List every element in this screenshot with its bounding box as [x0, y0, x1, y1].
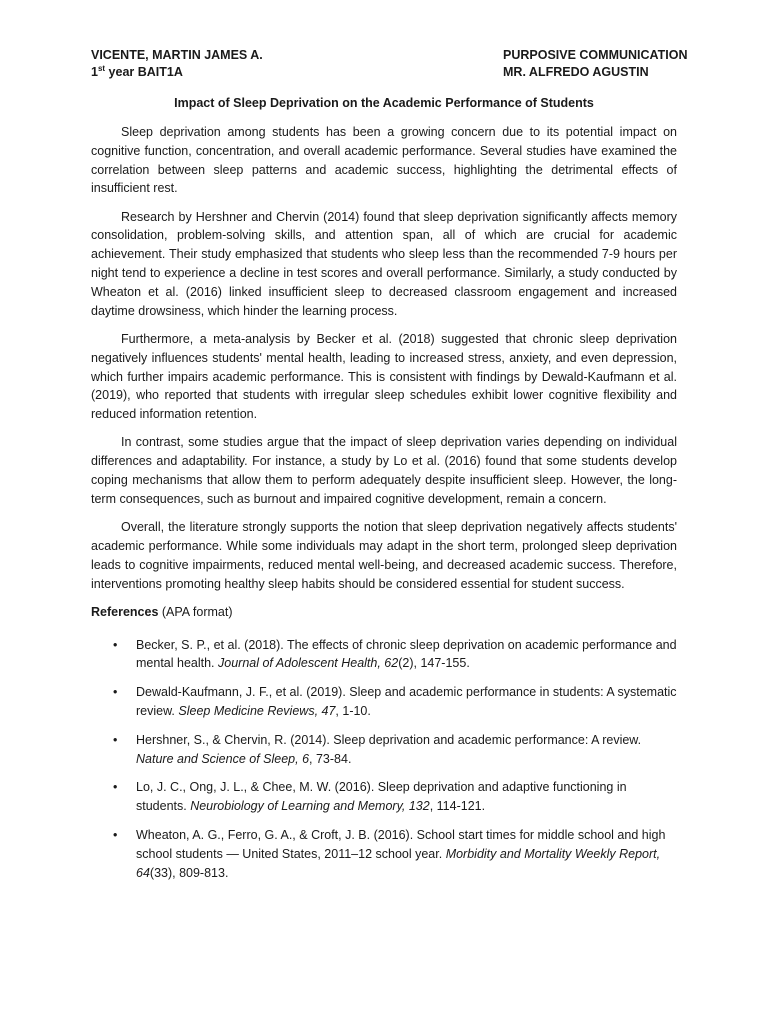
- teacher-name: MR. ALFREDO AGUSTIN: [503, 65, 649, 79]
- paragraph: Research by Hershner and Chervin (2014) found that sleep deprivation significantly affects memory consolidation, problem-solving skills, and attention span, all of which are crucial for academic achievement. Their study emphasized that students who sleep less than the recommended 7-9 hours per night tend to experience a decline in test scores and overall performance. Similarly, a study conducted by Wheaton et al. (2016) linked insufficient sleep to decreased classroom engagement and increased daytime drowsiness, which hinder the learning process.: [91, 209, 677, 318]
- bullet-icon: •: [113, 685, 118, 700]
- reference-pages: (33), 809-813.: [149, 865, 229, 880]
- student-name: VICENTE, MARTIN JAMES A.: [91, 48, 263, 62]
- reference-source: Neurobiology of Learning and Memory, 132: [190, 799, 430, 814]
- bullet-icon: •: [113, 637, 118, 652]
- reference-item: [91, 731, 677, 769]
- reference-pages: , 73-84.: [309, 751, 352, 766]
- references-label: References: [91, 604, 159, 619]
- reference-source: Morbidity and Mortality Weekly Report, 64: [136, 846, 661, 880]
- paragraph: Sleep deprivation among students has been a growing concern due to its potential impact on cognitive function, concentration, and overall academic performance. Several studies have examined the correlation between sleep patterns and academic success, highlighting the detrimental effects of insufficient rest.: [91, 125, 677, 196]
- bullet-icon: •: [113, 828, 118, 842]
- paragraph: Overall, the literature strongly supports the notion that sleep deprivation negatively affects students' academic performance. While some individuals may adapt in the short term, prolonged sleep deprivation leads to cognitive impairments, reduced mental well-being, and decreased academic success. Therefore, interventions promoting healthy sleep habits should be considered essential for student success.: [91, 520, 677, 591]
- reference-text: Wheaton, A. G., Ferro, G. A., & Croft, J. B. (2016). School start times for middle school and high school students — United States, 2011–12 school year.: [136, 828, 666, 861]
- bullet-icon: •: [113, 780, 118, 795]
- course-info: [503, 47, 688, 81]
- references-format-note: (APA format): [158, 604, 233, 619]
- references-list: [91, 636, 677, 883]
- student-info: [91, 47, 263, 81]
- paragraph: In contrast, some studies argue that the impact of sleep deprivation varies depending on individual differences and adaptability. For instance, a study by Lo et al. (2016) found that some students develop coping mechanisms that allow them to perform adequately despite insufficient sleep. However, the long-term consequences, such as burnout and impaired cognitive development, remain a concern.: [91, 435, 677, 506]
- reference-item: [91, 778, 677, 816]
- reference-text: Lo, J. C., Ong, J. L., & Chee, M. W. (2016). Sleep deprivation and adaptive functioning in students.: [136, 780, 627, 814]
- document-body: [91, 123, 677, 892]
- reference-source: Nature and Science of Sleep, 6: [136, 751, 310, 766]
- reference-pages: , 114-121.: [429, 799, 486, 814]
- year-superscript: st: [97, 63, 106, 73]
- course-name: PURPOSIVE COMMUNICATION: [503, 48, 688, 62]
- reference-source: Sleep Medicine Reviews, 47: [178, 704, 336, 719]
- references-heading: [91, 603, 677, 622]
- bullet-icon: •: [113, 732, 118, 747]
- reference-text: Dewald-Kaufmann, J. F., et al. (2019). Sleep and academic performance in students: A systematic review.: [136, 685, 677, 719]
- year-number: 1: [91, 65, 98, 79]
- document-title: Impact of Sleep Deprivation on the Academic Performance of Students: [174, 96, 594, 110]
- reference-text: Hershner, S., & Chervin, R. (2014). Sleep deprivation and academic performance: A review.: [136, 732, 642, 747]
- student-year: [91, 64, 263, 81]
- reference-source: Journal of Adolescent Health, 62: [218, 656, 399, 671]
- reference-pages: (2), 147-155.: [398, 656, 470, 671]
- reference-pages: , 1-10.: [335, 704, 371, 719]
- reference-text: Becker, S. P., et al. (2018). The effects of chronic sleep deprivation on academic performance and mental health.: [136, 637, 677, 671]
- reference-item: [91, 636, 677, 674]
- year-section: year BAIT1A: [105, 65, 183, 79]
- reference-item: [91, 826, 677, 882]
- reference-item: [91, 683, 677, 721]
- paragraph: Furthermore, a meta-analysis by Becker et al. (2018) suggested that chronic sleep deprivation negatively influences students' mental health, leading to increased stress, anxiety, and even depression, which further impairs academic performance. This is consistent with findings by Dewald-Kaufmann et al. (2019), who reported that students with irregular sleep schedules exhibit lower cognitive flexibility and reduced information retention.: [91, 331, 677, 422]
